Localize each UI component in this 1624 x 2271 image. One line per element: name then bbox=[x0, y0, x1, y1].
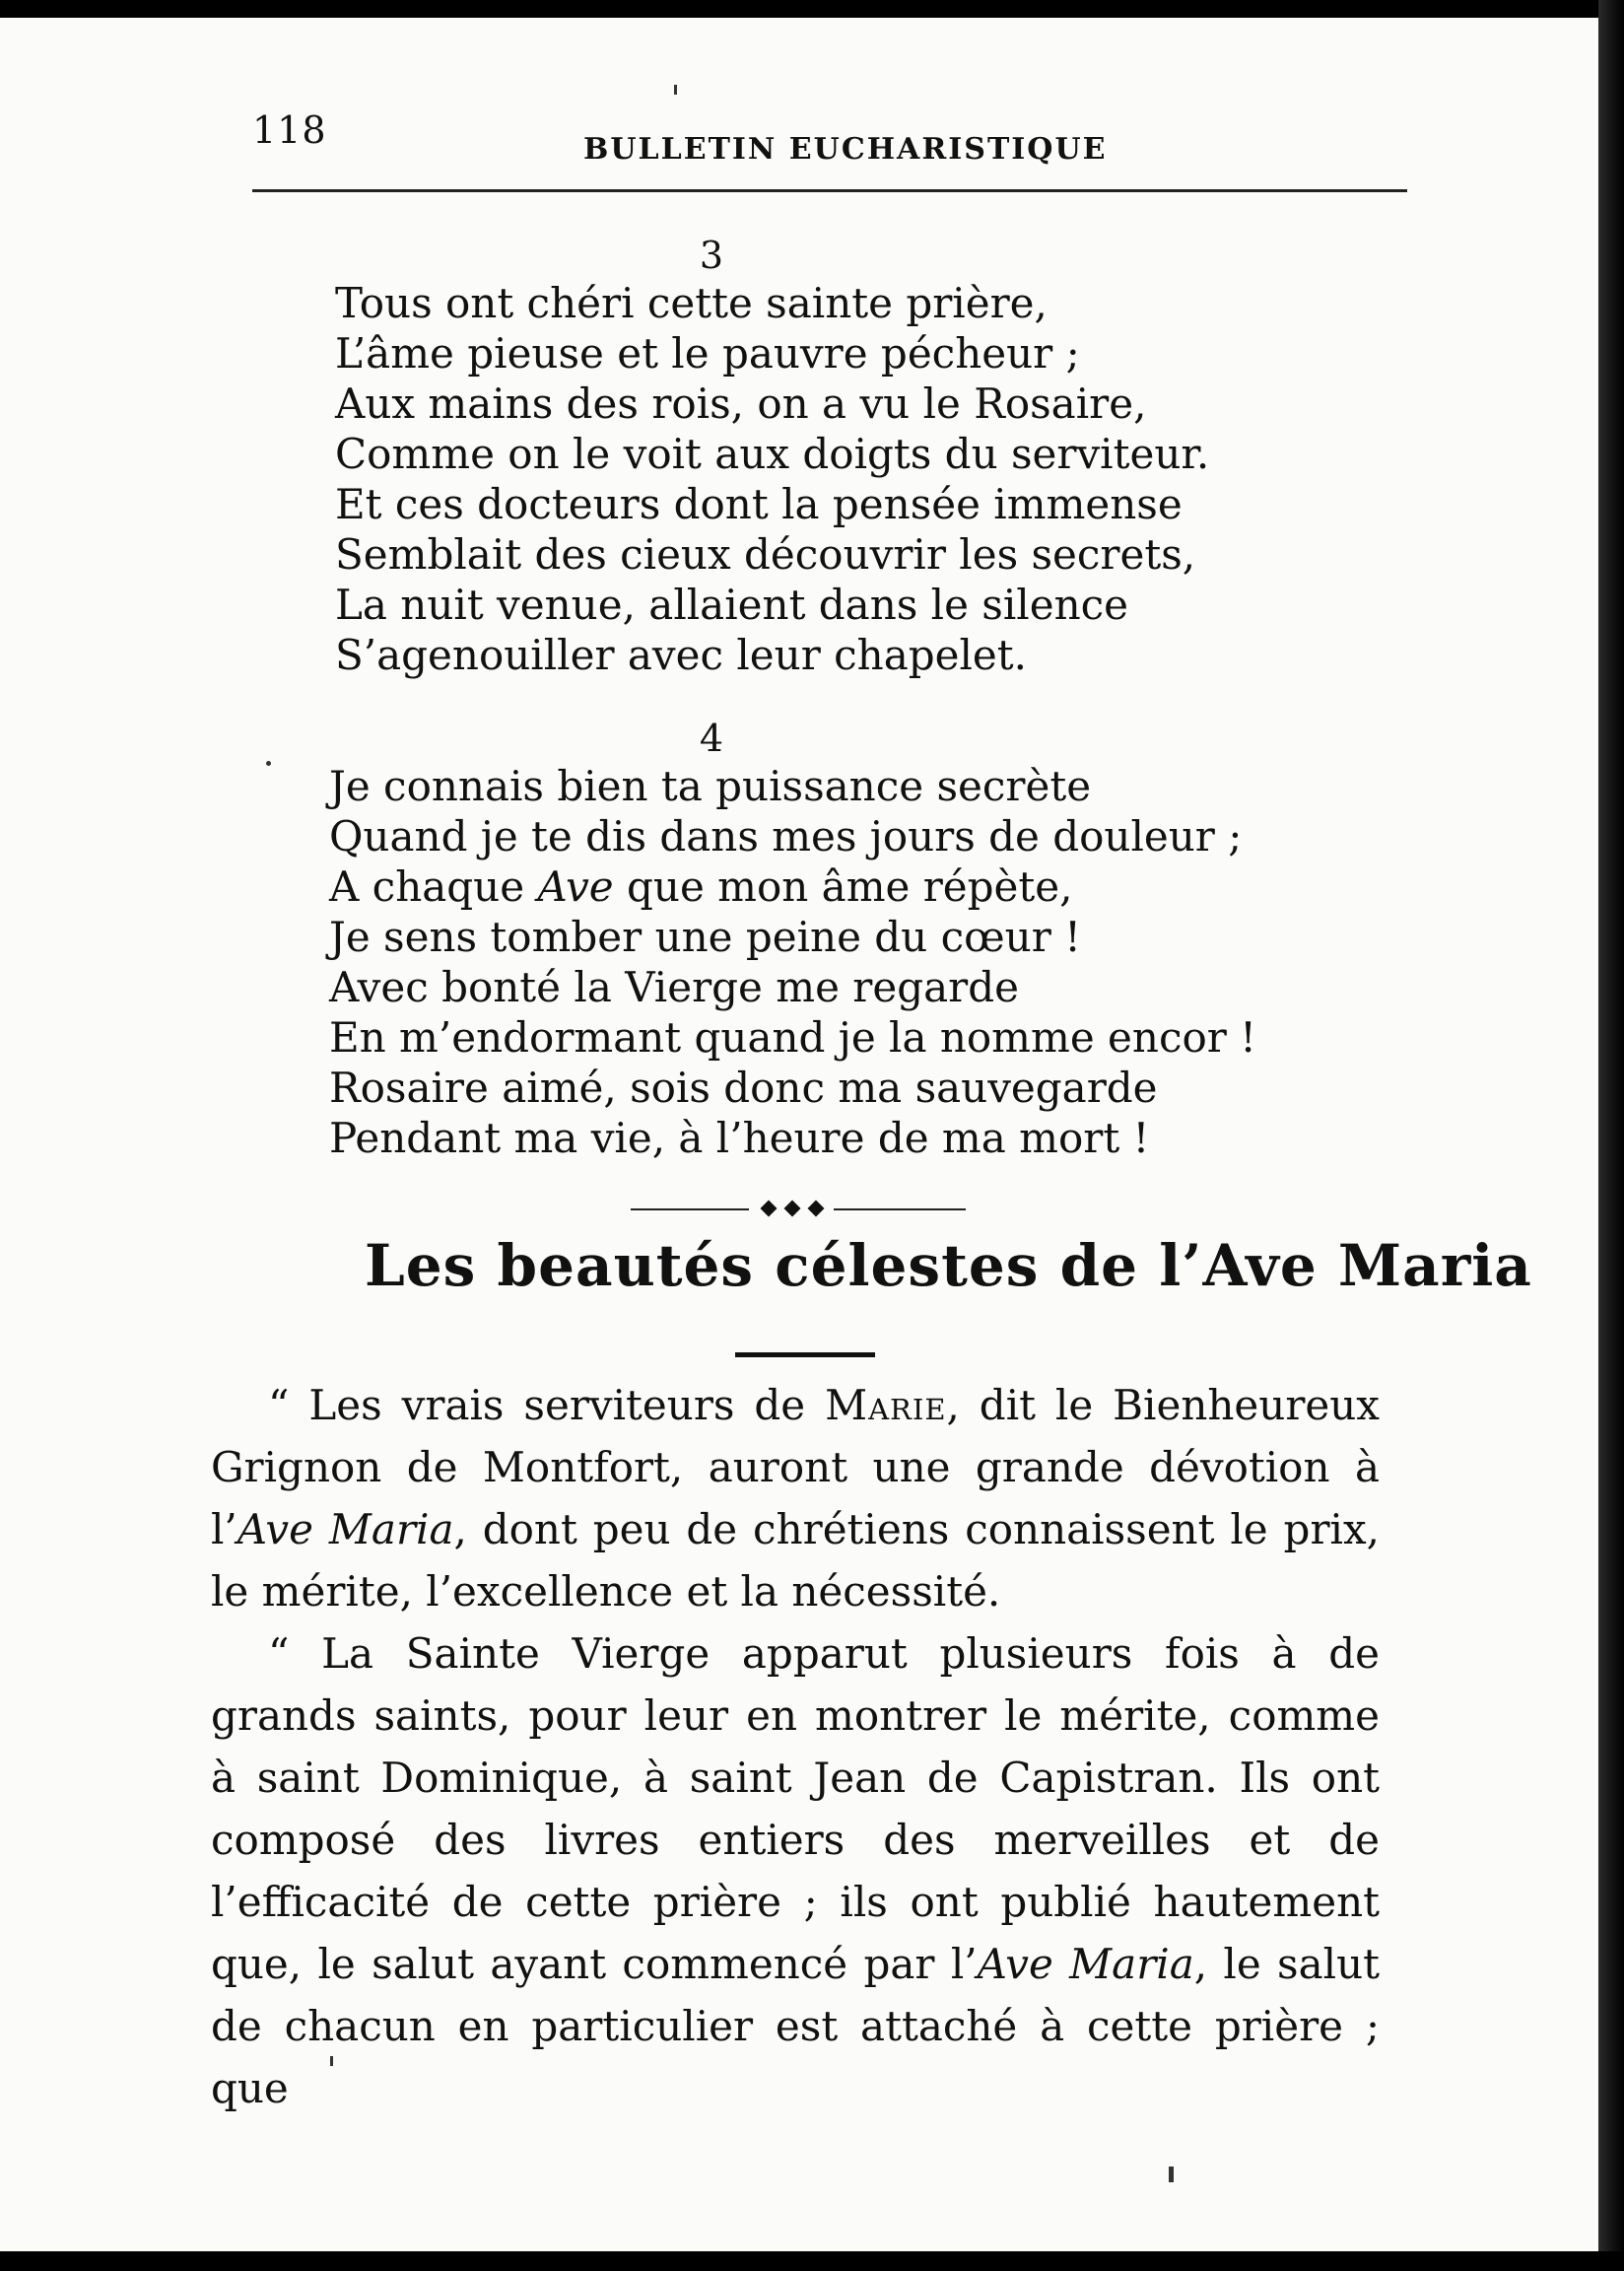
verse-line bbox=[329, 861, 1315, 912]
verse-line: En m’endormant quand je la nomme encor ! bbox=[329, 1013, 1257, 1062]
paragraph-text: , dit le Bienheureux Grignon de Montfort, auront une grande dévotion à l’ bbox=[211, 1381, 1380, 1553]
page-number: 118 bbox=[252, 108, 327, 152]
verse-line: Rosaire aimé, sois donc ma sauvegarde bbox=[329, 1064, 1158, 1112]
paragraph bbox=[211, 1374, 1380, 1622]
scan-speck bbox=[1169, 2167, 1174, 2182]
verse-line: La nuit venue, allaient dans le silence bbox=[335, 581, 1129, 629]
title-rule bbox=[735, 1352, 875, 1357]
paragraph-text: , dont peu de chrétiens connaissent le prix, le mérite, l’excellence et la nécessité. bbox=[211, 1505, 1380, 1616]
verse-line: Quand je te dis dans mes jours de douleur ; bbox=[329, 812, 1243, 860]
scan-top-border bbox=[0, 0, 1624, 18]
paragraph bbox=[211, 1622, 1380, 2119]
verse-line: Pendant ma vie, à l’heure de ma mort ! bbox=[329, 1114, 1150, 1162]
section-title: Les beautés célestes de l’Ave Maria bbox=[365, 1232, 1532, 1299]
divider-diamond bbox=[808, 1201, 825, 1217]
verse-line: Semblait des cieux découvrir les secrets, bbox=[335, 530, 1196, 579]
running-head bbox=[252, 104, 1405, 173]
verse-line: S’agenouiller avec leur chapelet. bbox=[335, 631, 1028, 679]
paragraph-italic: Ave Maria bbox=[977, 1940, 1194, 1988]
scan-bottom-border bbox=[0, 2251, 1624, 2271]
verse-italic: Ave bbox=[537, 862, 614, 911]
verse-text: que mon âme répète, bbox=[613, 862, 1073, 911]
verse-line: Aux mains des rois, on a vu le Rosaire, bbox=[335, 379, 1147, 428]
verse-line: Je connais bien ta puissance secrète bbox=[329, 762, 1092, 810]
divider-rule-left bbox=[631, 1208, 749, 1210]
stanza-number: 4 bbox=[699, 717, 724, 760]
stanza-3 bbox=[335, 233, 1320, 680]
scan-speck bbox=[330, 2056, 333, 2066]
paragraph-text: , le salut de chacun en particulier est attaché à cette prière ; que bbox=[211, 1940, 1380, 2112]
verse-line: Avec bonté la Vierge me regarde bbox=[329, 963, 1019, 1011]
running-head-title: BULLETIN EUCHARISTIQUE bbox=[583, 132, 1108, 167]
book-page bbox=[0, 18, 1598, 2253]
divider-diamond bbox=[761, 1201, 778, 1217]
verse-line: L’âme pieuse et le pauvre pécheur ; bbox=[335, 329, 1080, 378]
stanza-4 bbox=[329, 716, 1315, 1163]
paragraph-text: “ Les vrais serviteurs de bbox=[268, 1381, 826, 1429]
paragraph-italic: Ave Maria bbox=[237, 1505, 454, 1553]
name-small-caps: Marie bbox=[825, 1381, 947, 1429]
scan-right-border bbox=[1598, 0, 1624, 2271]
body-text bbox=[211, 1374, 1380, 2119]
stanza-number: 3 bbox=[699, 234, 724, 277]
header-rule bbox=[252, 189, 1407, 192]
verse-line: Tous ont chéri cette sainte prière, bbox=[335, 279, 1048, 327]
verse-line: Je sens tomber une peine du cœur ! bbox=[329, 913, 1081, 961]
scan-speck bbox=[266, 761, 271, 766]
verse-text: A chaque bbox=[329, 862, 538, 911]
paragraph-text: “ La Sainte Vierge apparut plusieurs fois à de grands saints, pour leur en montrer le mérite, comme à saint Dominique, à saint Jean de Capistran. Ils ont composé des livres entiers des merveilles et de l’efficacité de cette prière ; ils ont publié hautement que, le salut ayant commencé par l’ bbox=[211, 1629, 1380, 1988]
ornamental-divider bbox=[631, 1200, 966, 1219]
divider-rule-right bbox=[834, 1208, 966, 1210]
verse-line: Comme on le voit aux doigts du serviteur. bbox=[335, 430, 1210, 478]
divider-diamond bbox=[784, 1201, 801, 1217]
scan-speck bbox=[674, 85, 677, 95]
verse-line: Et ces docteurs dont la pensée immense bbox=[335, 480, 1183, 528]
